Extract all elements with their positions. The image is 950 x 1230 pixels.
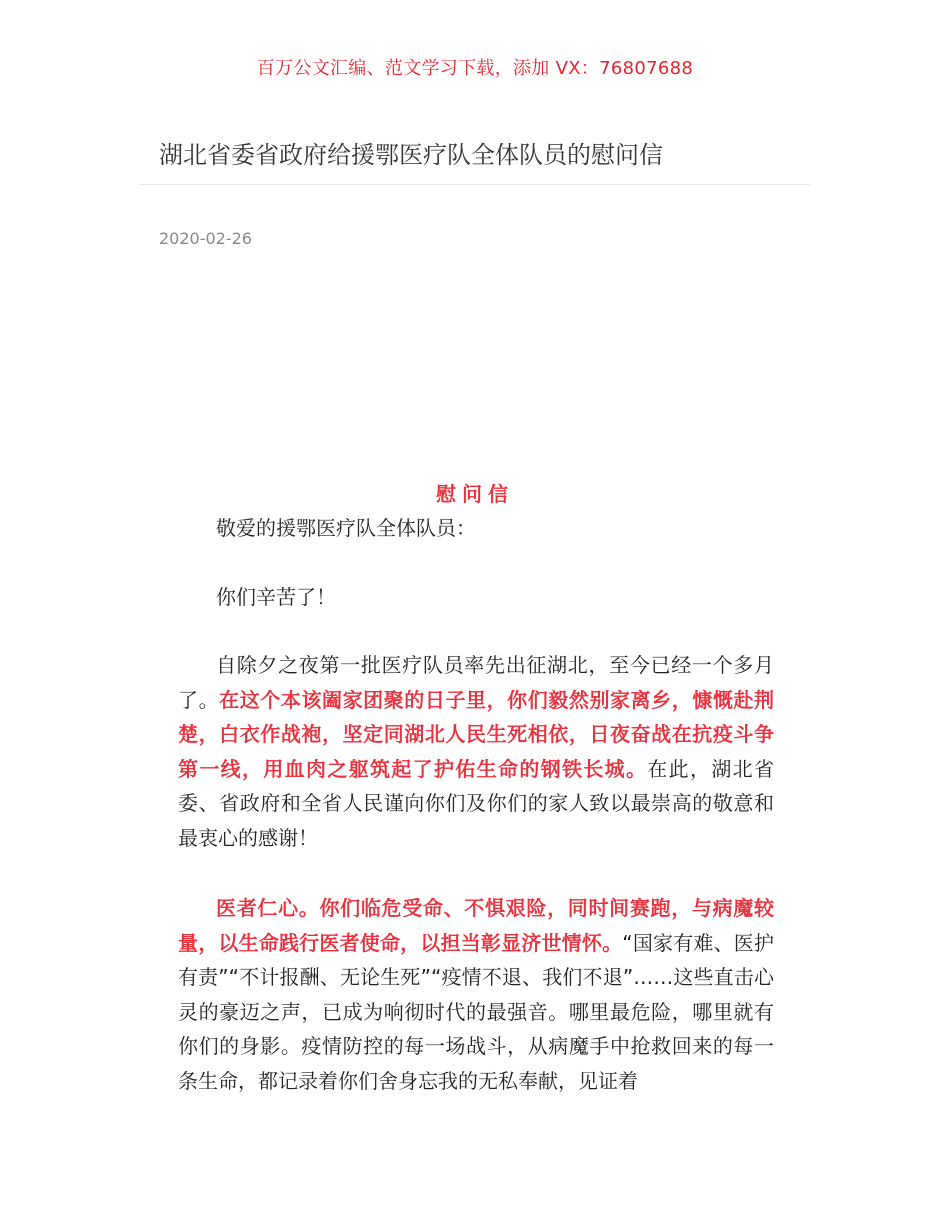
- promo-banner: 百万公文汇编、范文学习下载，添加 VX：76807688: [256, 58, 694, 79]
- paragraph-1-closing: 在此，湖北省委、省政府和全省人民谨向你们及你们的家人致以最崇高的敬意和最衷心的感谢！: [178, 756, 775, 850]
- paragraph-2-body: “国家有难、医护有责”“不计报酬、无论生死”“疫情不退、我们不退”……这些直击心灵的豪迈之声，已成为响彻时代的最强音。哪里最危险，哪里就有你们的身影。疫情防控的每一场战斗，从病魔手中抢救回来的每一条生命，都记录着你们舍身忘我的无私奉献，见证着: [178, 930, 775, 1093]
- letter-thanks: 你们辛苦了！: [216, 585, 336, 609]
- letter-heading: 慰问信: [436, 482, 514, 506]
- title-divider: [140, 184, 810, 185]
- article-title: 湖北省委省政府给援鄂医疗队全体队员的慰问信: [159, 141, 663, 169]
- paragraph-1-intro: 自除夕之夜第一批医疗队员率先出征湖北，至今已经一个多月了。: [178, 653, 774, 712]
- publish-date: 2020-02-26: [159, 229, 252, 248]
- letter-paragraph-1: [178, 648, 774, 855]
- letter-greeting: 敬爱的援鄂医疗队全体队员：: [216, 516, 476, 540]
- paragraph-2-highlight: 医者仁心。你们临危受命、不惧艰险，同时间赛跑，与病魔较量，以生命践行医者使命，以担当彰显济世情怀。: [178, 896, 774, 955]
- letter-paragraph-2: [178, 891, 774, 1098]
- paragraph-1-highlight: 在这个本该阖家团聚的日子里，你们毅然别家离乡，慷慨赴荆楚，白衣作战袍，坚定同湖北人民生死相依，日夜奋战在抗疫斗争第一线，用血肉之躯筑起了护佑生命的钢铁长城。: [178, 687, 775, 781]
